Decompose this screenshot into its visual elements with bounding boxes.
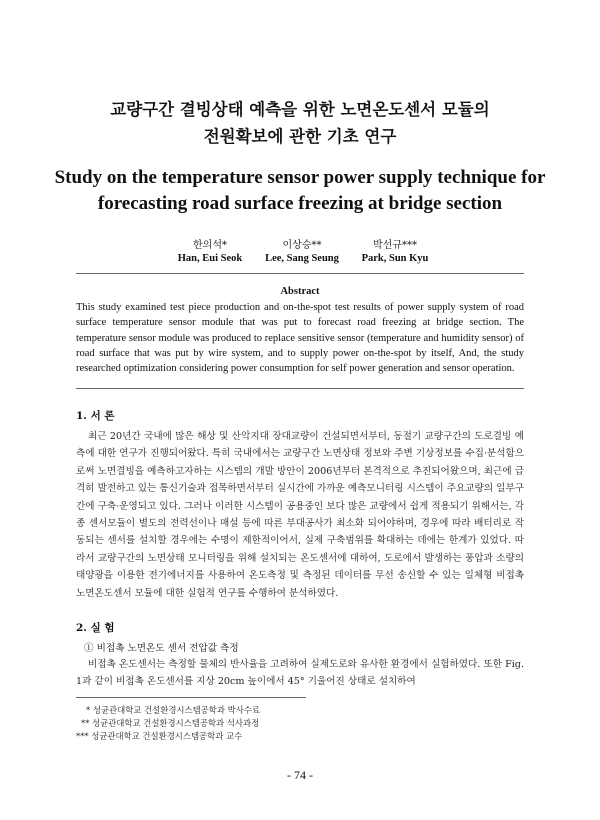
- author-1-english-name: Han, Eui Seok: [177, 253, 243, 264]
- author-2-english-name: Lee, Sang Seung: [265, 253, 339, 264]
- footnote-2: ** 성균관대학교 건설환경시스템공학과 석사과정: [81, 718, 260, 728]
- korean-title-line-1: 교량구간 결빙상태 예측을 위한 노면온도센서 모듈의: [110, 100, 490, 119]
- header-divider: [76, 273, 524, 274]
- section-2-heading: 2. 실 험: [76, 622, 115, 634]
- footnote-1: * 성균관대학교 건설환경시스템공학과 박사수료: [86, 705, 260, 715]
- author-1-korean-name: 한의석*: [193, 240, 227, 251]
- section-2-text: 비접촉 온도센서는 측정할 물체의 반사율을 고려하여 실제도로와 유사한 환경에서 실험하였다. 또한 Fig. 1과 같이 비접촉 온도센서를 지상 20cm 높이에서 45° 기울어진 상태로 설치하여: [76, 659, 524, 688]
- author-2-korean-name: 이상승**: [282, 240, 322, 251]
- page-number: - 74 -: [287, 768, 313, 782]
- author-3-korean-name: 박선규***: [373, 240, 417, 251]
- section-2-subheading: ① 비접촉 노면온도 센서 전압값 측정: [84, 643, 239, 654]
- footnote-3: *** 성균관대학교 건설환경시스템공학과 교수: [76, 731, 243, 741]
- footnote-divider: [76, 697, 306, 698]
- section-1-heading: 1. 서 론: [76, 410, 115, 422]
- author-3: [340, 236, 450, 264]
- abstract-divider: [76, 388, 524, 389]
- section-1-text: 최근 20년간 국내에 많은 해상 및 산악지대 장대교량이 건설되면서부터, 동절기 교량구간의 도로결빙 예측에 대한 연구가 진행되어왔다. 특히 국내에서는 교량구간 노면상태 정보와 주변 기상정보를 수집·분석함으로써 노면결빙을 예측하고자하는 시스템의 개발 방안이 2006년부터 본격적으로 추진되어왔으며, 최근에 급격히 발전하고 있는 통신기술과 접목하면서부터 실시간에 가까운 예측모니터링 시스템이 주요교량의 일부구간에 구축·운영되고 있다. 그러나 이러한 시스템이 공용중인 보다 많은 교량에서 쉽게 적용되기 위해서는, 각종 센서모듈이 별도의 전력선이나 매설 등에 따른 부대공사가 최소화 되어야하며, 경우에 따라 배터리로 작동되는 센서를 설치할 경우에는 수명이 제한적이어서, 실제 구축범위를 확대하는 데에는 한계가 있었다. 따라서 교량구간의 노면상태 모니터링을 위해 설치되는 온도센서에 대하여, 도로에서 발생하는 풍압과 소량의 태양광을 이용한 전기에너지를 사용하여 온도측정 및 측정된 데이터를 무선 송신할 수 있는 일체형 비접촉 노면온도센서 모듈에 대한 실험적 연구를 수행하여 분석하였다.: [76, 431, 524, 599]
- abstract-text: This study examined test piece production and on-the-spot test results of power supply system of road surface temperature sensor module that was put to forecast road freezing at bridge section. The temperature sensor module was produced to replace sensitive sensor (temperature and humidity sensor) of road surface that was put by wire system, and to supply power on-the-spot by itself, And, the study researched optimization considering power consumption for self power generation and sensor operation.: [76, 302, 524, 375]
- english-title-line-2: forecasting road surface freezing at bridge section: [97, 193, 503, 214]
- abstract-heading: Abstract: [280, 286, 320, 297]
- english-title-line-1: Study on the temperature sensor power supply technique for: [54, 167, 546, 188]
- author-3-english-name: Park, Sun Kyu: [361, 253, 429, 264]
- korean-title-line-2: 전원확보에 관한 기초 연구: [203, 127, 397, 146]
